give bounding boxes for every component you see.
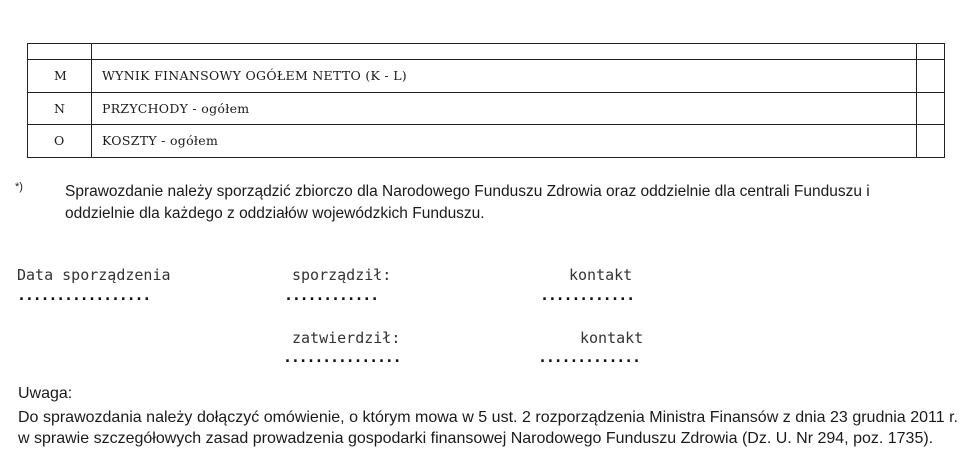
contact-dots: ............ — [540, 286, 634, 304]
remark-text: Do sprawozdania należy dołączyć omówienie, o którym mowa w 5 ust. 2 rozporządzenia Ministra Finansów z dnia 23 grudnia 2011 r. w sprawie szczegółowych zasad prowadzenia gospodarki finansowej Narodowego Funduszu Zdrowia (Dz. U. Nr 294, poz. 1735). — [18, 409, 958, 447]
remark-heading: Uwaga: — [18, 385, 73, 402]
financial-table — [27, 43, 945, 158]
contact-label: kontakt — [569, 266, 633, 284]
row-code: N — [28, 92, 92, 125]
prepared-dots: ............ — [284, 286, 378, 304]
date-label: Data sporządzenia — [17, 266, 171, 284]
row-code: O — [28, 125, 92, 158]
table-row — [28, 125, 945, 158]
footnote-mark: *) — [15, 181, 23, 193]
table-row — [28, 92, 945, 125]
row-description: KOSZTY - ogółem — [92, 125, 917, 158]
date-dots: ................. — [17, 286, 151, 304]
contact-label-2: kontakt — [580, 329, 644, 347]
table-row — [28, 60, 945, 93]
approved-dots: ............... — [283, 348, 401, 366]
approved-label: zatwierdził: — [292, 329, 401, 347]
row-description: PRZYCHODY - ogółem — [92, 92, 917, 125]
table-top-row — [28, 44, 945, 60]
prepared-label: sporządził: — [292, 266, 392, 284]
contact-dots-2: ............. — [538, 348, 640, 366]
row-description: WYNIK FINANSOWY OGÓŁEM NETTO (K - L) — [92, 60, 917, 93]
footnote-text: Sprawozdanie należy sporządzić zbiorczo dla Narodowego Funduszu Zdrowia oraz oddzielnie dla centrali Funduszu i oddzielnie dla każdego z oddziałów wojewódzkich Funduszu. — [65, 183, 870, 222]
row-code: M — [28, 60, 92, 93]
